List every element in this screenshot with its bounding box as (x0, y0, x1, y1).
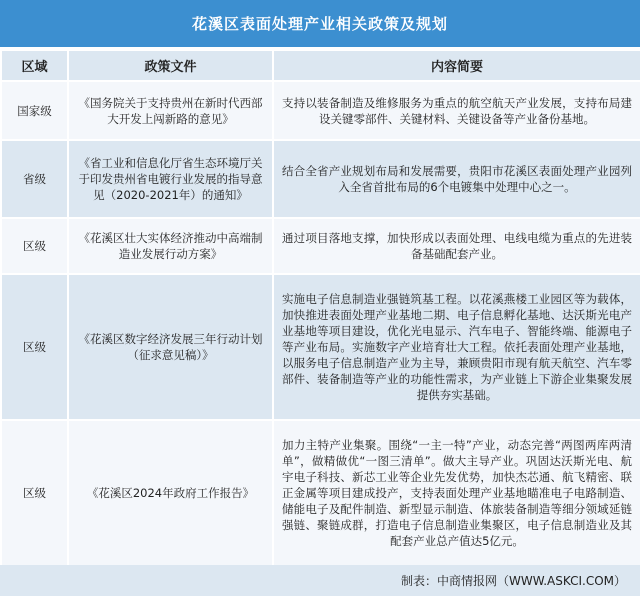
row-content: 支持以装备制造及维修服务为重点的航空航天产业发展，支持布局建设关键零部件、关键材料、关键设备等产业备份基地。 (273, 81, 640, 140)
row-region: 区级 (1, 218, 68, 274)
row-content: 实施电子信息制造业强链筑基工程。以花溪燕楼工业园区等为载体，加快推进表面处理产业基地二期、电子信息孵化基地、达沃斯光电产业基地等项目建设，优化光电显示、汽车电子、智能终端、能源电子等产业布局。实施数字产业培育壮大工程。依托表面处理产业基地，以服务电子信息制造产业为主导，兼顾贵阳市现有航天航空、汽车零部件、装备制造等产业的功能性需求，为产业链上下游企业集聚发展提供夯实基础。 (273, 274, 640, 420)
row-policy: 《花溪区2024年政府工作报告》 (68, 420, 273, 566)
policy-table (0, 49, 640, 567)
header-row (1, 50, 640, 81)
row-policy: 《花溪区壮大实体经济推动中高端制造业发展行动方案》 (68, 218, 273, 274)
row-policy: 《国务院关于支持贵州在新时代西部大开发上闯新路的意见》 (68, 81, 273, 140)
table-row (1, 140, 640, 218)
row-content: 加力主特产业集聚。围绕“一主一特”产业，动态完善“两图两库两清单”，做精做优“一图三清单”。做大主导产业。巩固达沃斯光电、航宇电子科技、新芯工业等企业先发优势，加快杰芯通、航飞精密、联正金属等项目建成投产，支持表面处理产业基地瞄准电子电路制造、储能电子及配件制造、新型显示制造、体旅装备制造等细分领域延链强链、聚链成群，打造电子信息制造业集聚区，电子信息制造业及其配套产业总产值达5亿元。 (273, 420, 640, 566)
row-region: 区级 (1, 420, 68, 566)
header-policy: 政策文件 (68, 50, 273, 81)
header-content: 内容简要 (273, 50, 640, 81)
table-row (1, 420, 640, 566)
header-region: 区域 (1, 50, 68, 81)
table-row (1, 274, 640, 420)
row-region: 区级 (1, 274, 68, 420)
table-title: 花溪区表面处理产业相关政策及规划 (0, 0, 640, 47)
table-row (1, 218, 640, 274)
source-footer: 制表：中商情报网（WWW.ASKCI.COM） (0, 565, 640, 596)
row-policy: 《省工业和信息化厅省生态环境厅关于印发贵州省电镀行业发展的指导意见（2020-2021年）的通知》 (68, 140, 273, 218)
row-content: 结合全省产业规划布局和发展需要，贵阳市花溪区表面处理产业园列入全省首批布局的6个电镀集中处理中心之一。 (273, 140, 640, 218)
row-region: 国家级 (1, 81, 68, 140)
row-policy: 《花溪区数字经济发展三年行动计划（征求意见稿）》 (68, 274, 273, 420)
table-row (1, 81, 640, 140)
row-region: 省级 (1, 140, 68, 218)
row-content: 通过项目落地支撑，加快形成以表面处理、电线电缆为重点的先进装备基础配套产业。 (273, 218, 640, 274)
